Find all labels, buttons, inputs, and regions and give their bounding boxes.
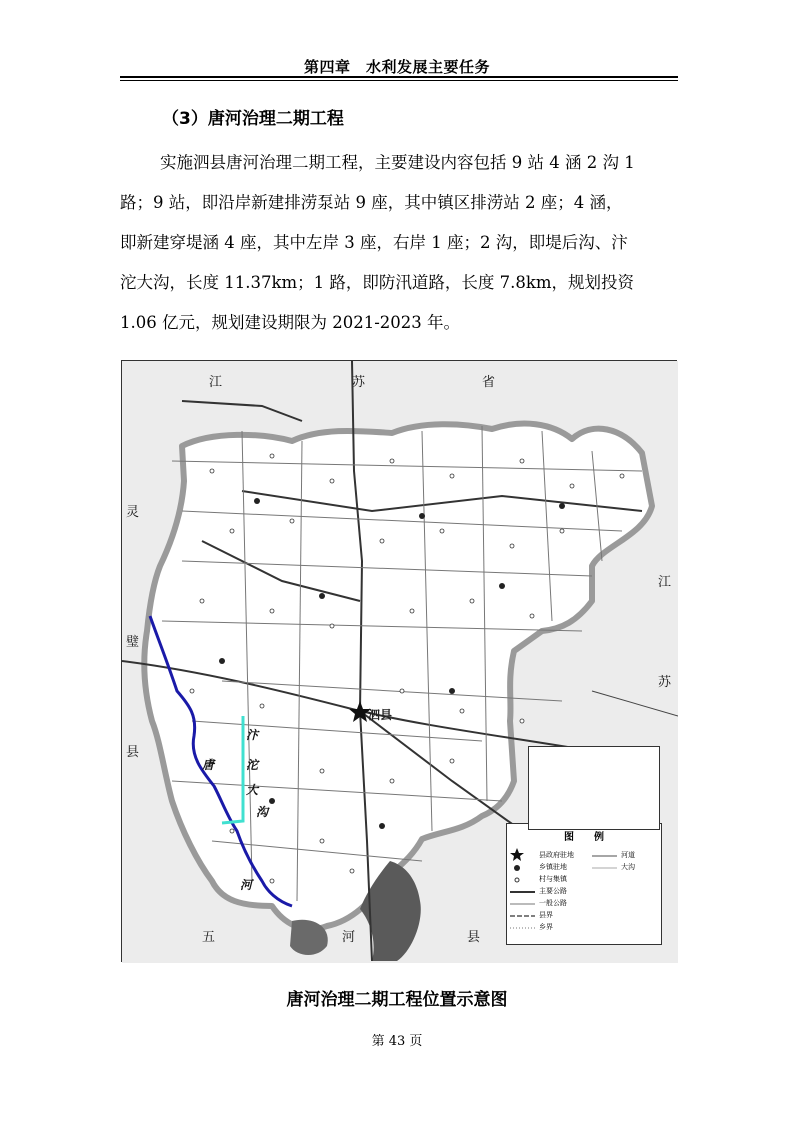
figure-caption: 唐河治理二期工程位置示意图 bbox=[286, 990, 508, 1010]
legend-item-label: 主要公路 bbox=[539, 887, 567, 895]
label-sheng: 省 bbox=[482, 375, 496, 390]
header-rule-thick bbox=[120, 76, 678, 78]
canal-label-gou: 沟 bbox=[256, 805, 269, 819]
canal-label-bian: 汴 bbox=[246, 728, 259, 742]
legend-symbols bbox=[507, 824, 663, 946]
river-label-tang: 唐 bbox=[202, 758, 215, 772]
paragraph-line: 1.06 亿元，规划建设期限为 2021-2023 年。 bbox=[120, 313, 461, 332]
paragraph-line: 实施泗县唐河治理二期工程，主要建设内容包括 9 站 4 涵 2 沟 1 bbox=[160, 153, 635, 172]
chapter-header: 第四章 水利发展主要任务 bbox=[303, 58, 490, 76]
legend-item-label: 村与集镇 bbox=[539, 875, 567, 883]
map-legend bbox=[506, 823, 662, 945]
legend-item-label: 大沟 bbox=[621, 863, 635, 871]
label-ling: 灵 bbox=[126, 505, 140, 520]
canal-label-da: 大 bbox=[246, 783, 259, 797]
legend-title: 图 例 bbox=[564, 832, 604, 843]
label-jiang-right: 江 bbox=[658, 575, 672, 590]
legend-item-label: 一般公路 bbox=[539, 899, 567, 907]
inset-box bbox=[528, 746, 660, 830]
location-map bbox=[121, 360, 677, 962]
county-seat-label: 泗县 bbox=[368, 708, 393, 722]
river-label-he: 河 bbox=[240, 878, 253, 892]
label-su-right: 苏 bbox=[658, 675, 672, 690]
label-xian-bottom: 县 bbox=[467, 930, 481, 945]
paragraph-line: 路；9 站，即沿岸新建排涝泵站 9 座，其中镇区排涝站 2 座；4 涵， bbox=[120, 193, 623, 212]
legend-item-label: 河道 bbox=[621, 851, 635, 859]
canal-label-tuo: 沱 bbox=[246, 758, 259, 772]
legend-item-label: 乡界 bbox=[539, 923, 553, 931]
project-paragraph bbox=[120, 143, 680, 343]
label-wu: 五 bbox=[202, 930, 216, 945]
label-su: 苏 bbox=[352, 375, 366, 390]
label-he: 河 bbox=[342, 930, 356, 945]
legend-item-label: 乡镇驻地 bbox=[539, 863, 567, 871]
label-jiang: 江 bbox=[209, 375, 223, 390]
section-heading: （3）唐河治理二期工程 bbox=[162, 109, 344, 129]
header-rule-thin bbox=[120, 80, 678, 81]
label-bi: 璧 bbox=[126, 635, 140, 650]
label-xian-left: 县 bbox=[126, 745, 140, 760]
page-number: 第 43 页 bbox=[371, 1034, 423, 1049]
legend-item-label: 县政府驻地 bbox=[539, 851, 574, 859]
paragraph-line: 沱大沟，长度 11.37km；1 路，即防汛道路，长度 7.8km，规划投资 bbox=[120, 273, 634, 292]
legend-item-label: 县界 bbox=[539, 911, 553, 919]
paragraph-line: 即新建穿堤涵 4 座，其中左岸 3 座，右岸 1 座；2 沟，即堤后沟、汴 bbox=[120, 233, 628, 252]
